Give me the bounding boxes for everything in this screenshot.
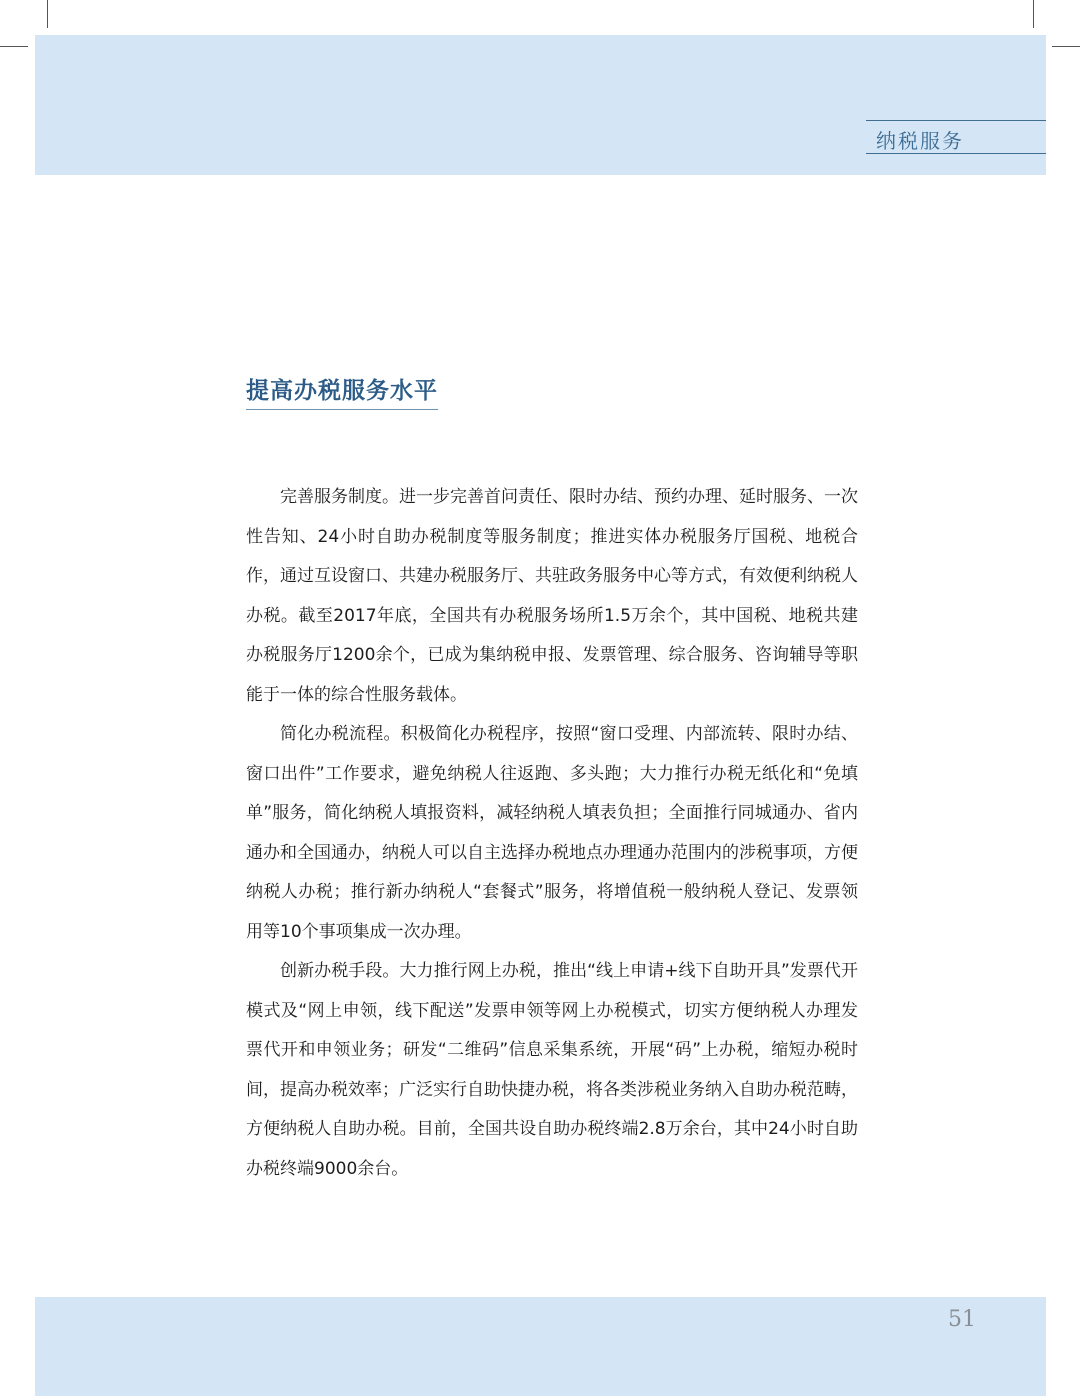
paragraph-service-system: 完善服务制度。进一步完善首问责任、限时办结、预约办理、延时服务、一次性告知、24小时自助办税制度等服务制度；推进实体办税服务厅国税、地税合作，通过互设窗口、共建办税服务厅、共驻政务服务中心等方式，有效便利纳税人办税。截至2017年底，全国共有办税服务场所1.5万余个，其中国税、地税共建办税服务厅1200余个，已成为集纳税申报、发票管理、综合服务、咨询辅导等职能于一体的综合性服务载体。 bbox=[246, 487, 858, 705]
article-title: 提高办税服务水平 bbox=[246, 372, 438, 410]
footer-band bbox=[35, 1297, 1046, 1396]
crop-mark-top-right-horizontal bbox=[1052, 46, 1080, 47]
section-label-box bbox=[866, 120, 1046, 154]
crop-mark-top-left-horizontal bbox=[0, 46, 28, 47]
section-label: 纳税服务 bbox=[876, 129, 964, 153]
header-band bbox=[35, 35, 1046, 175]
article-body bbox=[246, 478, 858, 1189]
page-number: 51 bbox=[948, 1307, 976, 1332]
paragraph-simplify-process: 简化办税流程。积极简化办税程序，按照“窗口受理、内部流转、限时办结、窗口出件”工作要求，避免纳税人往返跑、多头跑；大力推行办税无纸化和“免填单”服务，简化纳税人填报资料，减轻纳税人填表负担；全面推行同城通办、省内通办和全国通办，纳税人可以自主选择办税地点办理通办范围内的涉税事项，方便纳税人办税；推行新办纳税人“套餐式”服务，将增值税一般纳税人登记、发票领用等10个事项集成一次办理。 bbox=[246, 724, 858, 942]
crop-mark-top-right-vertical bbox=[1033, 0, 1034, 28]
crop-mark-top-left-vertical bbox=[47, 0, 48, 28]
paragraph-innovate-means: 创新办税手段。大力推行网上办税，推出“线上申请+线下自助开具”发票代开模式及“网上申领，线下配送”发票申领等网上办税模式，切实方便纳税人办理发票代开和申领业务；研发“二维码”信息采集系统，开展“码”上办税，缩短办税时间，提高办税效率；广泛实行自助快捷办税，将各类涉税业务纳入自助办税范畴，方便纳税人自助办税。目前，全国共设自助办税终端2.8万余台，其中24小时自助办税终端9000余台。 bbox=[246, 961, 858, 1179]
